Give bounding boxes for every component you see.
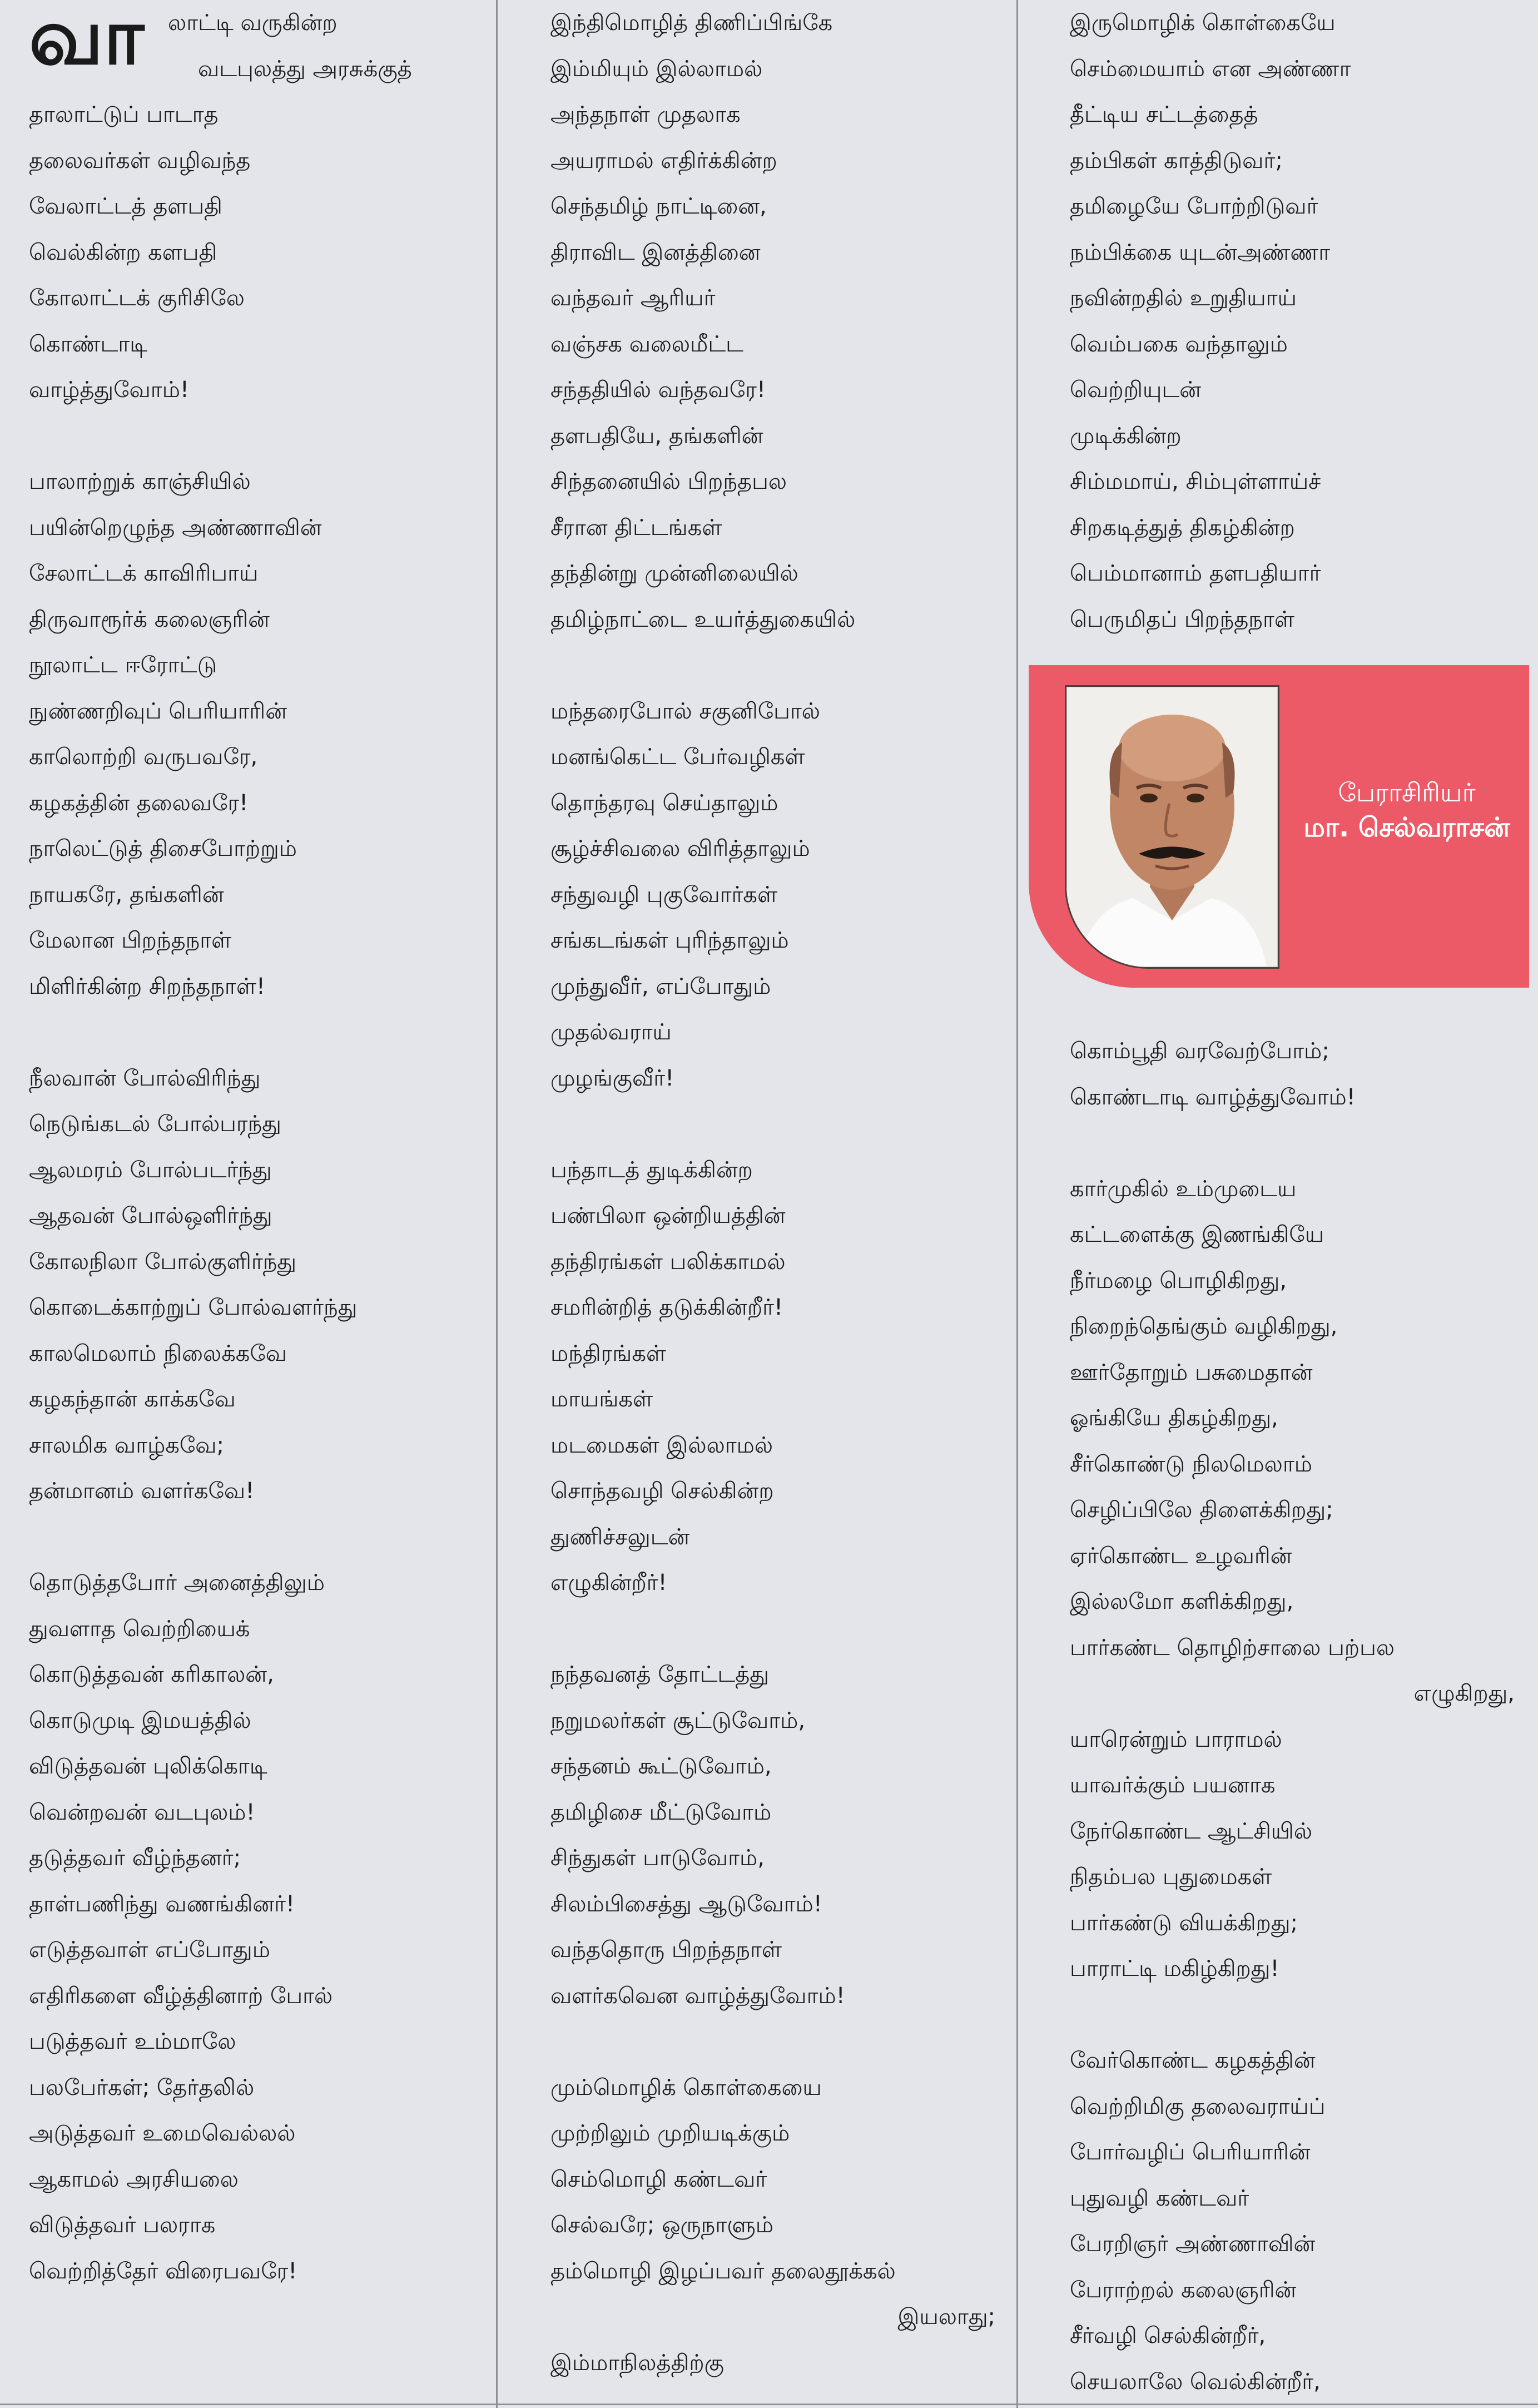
poem-line: நவின்றதில் உறுதியாய் [1070, 285, 1297, 311]
poem-line: நறுமலர்கள் சூட்டுவோம், [550, 1707, 806, 1733]
author-title: பேராசிரியர் [1338, 777, 1476, 807]
poem-line: சிலம்பிசைத்து ஆடுவோம்! [550, 1891, 822, 1917]
poem-lines-2 [550, 0, 995, 2386]
poem-line: நிதம்பல புதுமைகள் [1070, 1864, 1272, 1890]
poem-line: தன்மானம் வளர்கவே! [29, 1478, 255, 1504]
poem-line: அயராமல் எதிர்க்கின்ற [550, 147, 777, 174]
poem-line: மனங்கெட்ட பேர்வழிகள் [550, 744, 805, 770]
poem-line: செழிப்பிலே திளைக்கிறது; [1070, 1497, 1333, 1523]
poem-line: தமிழ்நாட்டை உயர்த்துகையில் [550, 606, 856, 632]
poem-line: சிந்துகள் பாடுவோம், [550, 1845, 765, 1871]
poem-line: யாரென்றும் பாராமல் [1070, 1726, 1282, 1752]
poem-line: சாலமிக வாழ்கவே; [29, 1432, 225, 1458]
poem-line: வந்ததொரு பிறந்தநாள் [550, 1937, 782, 1963]
poem-line: நேர்கொண்ட ஆட்சியில் [1070, 1818, 1313, 1844]
poem-line: சமரின்றித் தடுக்கின்றீர்! [550, 1295, 783, 1320]
poem-line: தம்பிகள் காத்திடுவர்; [1070, 147, 1283, 174]
poem-line: நந்தவனத் தோட்டத்து [550, 1662, 769, 1687]
poem-line: ஏர்கொண்ட உழவரின் [1070, 1543, 1292, 1569]
poem-line: சந்ததியில் வந்தவரே! [550, 377, 766, 403]
poem-line: போர்வழிப் பெரியாரின் [1070, 2139, 1311, 2165]
poem-line: தளபதியே, தங்களின் [550, 423, 763, 449]
poem-line: சீர்வழி செல்கின்றீர், [1070, 2323, 1266, 2348]
column-divider-2 [1016, 0, 1018, 2408]
poem-line: கார்முகில் உம்முடைய [1070, 1176, 1297, 1202]
poem-line: வேர்கொண்ட கழகத்தின் [1070, 2048, 1316, 2073]
poem-line: பந்தாடத் துடிக்கின்ற [550, 1157, 753, 1183]
poem-line: எழுகின்றீர்! [550, 1570, 667, 1596]
poem-line: நூலாட்ட ஈரோட்டு [29, 652, 217, 678]
poem-line: இயலாது; [897, 2304, 995, 2330]
poem-line: இருமொழிக் கொள்கையே [1070, 10, 1336, 36]
column-divider-1 [496, 0, 498, 2408]
poem-line: செயலாலே வெல்கின்றீர், [1070, 2369, 1321, 2395]
poem-line: ஊர்தோறும் பசுமைதான் [1070, 1359, 1313, 1385]
poem-line: காலமெலாம் நிலைக்கவே [29, 1340, 287, 1366]
poem-line: மிளிர்கின்ற சிறந்தநாள்! [29, 973, 265, 999]
poem-line: வெல்கின்ற களபதி [29, 239, 217, 265]
poem-line: அந்தநாள் முதலாக [550, 102, 741, 127]
poem-line: வாழ்த்துவோம்! [29, 377, 189, 403]
poem-line: சேலாட்டக் காவிரிபாய் [29, 561, 259, 586]
poem-line: பெருமிதப் பிறந்தநாள் [1070, 606, 1294, 632]
poem-line: தம்மொழி இழப்பவர் தலைதூக்கல் [550, 2258, 896, 2284]
poem-line: மந்திரங்கள் [550, 1340, 667, 1366]
stanza-break [29, 1514, 490, 1560]
poem-line: பேரறிஞர் அண்ணாவின் [1070, 2231, 1316, 2257]
poem-column-2 [550, 0, 995, 2386]
poem-line: துவளாத வெற்றியைக் [29, 1616, 250, 1642]
poem-line: பார்கண்ட தொழிற்சாலை பற்பல [1070, 1634, 1395, 1661]
stanza-break [29, 1009, 490, 1056]
poem-line: முழங்குவீர்! [550, 1065, 674, 1091]
poem-line: முடிக்கின்ற [1070, 423, 1182, 449]
poem-line: சிந்தனையில் பிறந்தபல [550, 469, 787, 494]
poem-line: திராவிட இனத்தினை [550, 239, 761, 265]
poem-line: தாள்பணிந்து வணங்கினர்! [29, 1891, 295, 1917]
poem-line: பாலாற்றுக் காஞ்சியில் [29, 469, 251, 494]
poem-line: சந்துவழி புகுவோர்கள் [550, 881, 778, 908]
poem-line: வந்தவர் ஆரியர் [550, 285, 716, 311]
poem-line: செம்மையாம் என அண்ணா [1070, 56, 1351, 82]
poem-line: இந்திமொழித் திணிப்பிங்கே [550, 10, 833, 36]
poem-line: ஆதவன் போல்ஒளிர்ந்து [29, 1203, 272, 1228]
poem-line: வென்றவன் வடபுலம்! [29, 1799, 255, 1825]
stanza-break [1070, 1992, 1515, 2038]
poem-line: வேலாட்டத் தளபதி [29, 194, 222, 219]
poem-line: அடுத்தவர் உமைவெல்லல் [29, 2120, 296, 2146]
poem-column-3-top [1070, 0, 1515, 642]
poem-line: வெற்றிமிகு தலைவராய்ப் [1070, 2093, 1326, 2119]
poem-line: தடுத்தவர் வீழ்ந்தனர்; [29, 1845, 241, 1871]
poem-line: திருவாரூர்க் கலைஞரின் [29, 606, 270, 632]
stanza-break [550, 1101, 995, 1147]
poem-line: படுத்தவர் உம்மாலே [29, 2029, 236, 2054]
poem-line: மேலான பிறந்தநாள் [29, 928, 232, 953]
poem-line: கோலாட்டக் குரிசிலே [29, 285, 245, 311]
poem-line: புதுவழி கண்டவர் [1070, 2185, 1249, 2211]
poem-column-3-bottom [1070, 1028, 1515, 2405]
poem-line: சூழ்ச்சிவலை விரித்தாலும் [550, 836, 810, 861]
dropcap-line-1: லாட்டி வருகின்ற [168, 10, 338, 36]
poem-line: மந்தரைபோல் சகுனிபோல் [550, 698, 820, 724]
poem-line: பேராற்றல் கலைஞரின் [1070, 2277, 1297, 2303]
author-photo [1065, 685, 1279, 969]
poem-line: இல்லமோ களிக்கிறது, [1070, 1589, 1294, 1614]
poem-line: தலைவர்கள் வழிவந்த [29, 147, 251, 174]
poem-line: நாயகரே, தங்களின் [29, 881, 224, 908]
author-name: மா. செல்வராசன் [1303, 812, 1510, 843]
poem-line: பார்கண்டு வியக்கிறது; [1070, 1910, 1298, 1936]
poem-line: கொண்டாடி வாழ்த்துவோம்! [1070, 1084, 1356, 1110]
dropcap-block [29, 0, 490, 92]
poem-line: ஆகாமல் அரசியலை [29, 2166, 239, 2192]
poem-line: தமிழிசை மீட்டுவோம் [550, 1799, 772, 1825]
poem-lines-3-top [1070, 0, 1515, 642]
poem-line: கொடுத்தவன் கரிகாலன், [29, 1662, 274, 1687]
poem-line: கொடுமுடி இமயத்தில் [29, 1707, 251, 1733]
poem-line: செல்வரே; ஒருநாளும் [550, 2212, 773, 2238]
poem-line: கழகத்தின் தலைவரே! [29, 790, 249, 816]
poem-line: சிறகடித்துத் திகழ்கின்ற [1070, 514, 1295, 541]
stanza-break [29, 413, 490, 459]
poem-line: பயின்றெழுந்த அண்ணாவின் [29, 514, 322, 541]
author-portrait-image [1066, 687, 1278, 967]
poem-line: பண்பிலா ஒன்றியத்தின் [550, 1203, 786, 1228]
poem-line: முந்துவீர், எப்போதும் [550, 973, 771, 999]
poem-line: தாலாட்டுப் பாடாத [29, 102, 219, 127]
poem-line: நுண்ணறிவுப் பெரியாரின் [29, 698, 287, 724]
poem-line: தொந்தரவு செய்தாலும் [550, 790, 778, 816]
poem-line: சீர்கொண்டு நிலமெலாம் [1070, 1451, 1312, 1477]
poem-line: ஆலமரம் போல்படர்ந்து [29, 1157, 272, 1183]
poem-line: கட்டளைக்கு இணங்கியே [1070, 1222, 1324, 1247]
poem-line: காலொற்றி வருபவரே, [29, 744, 258, 770]
bottom-rule [0, 2404, 1538, 2405]
stanza-break [550, 642, 995, 688]
poem-line: நீர்மழை பொழிகிறது, [1070, 1267, 1287, 1294]
poem-line: எதிரிகளை வீழ்த்தினாற் போல் [29, 1983, 333, 2009]
stanza-break [550, 1606, 995, 1652]
poem-line: துணிச்சலுடன் [550, 1524, 690, 1550]
poem-line: மடமைகள் இல்லாமல் [550, 1432, 773, 1458]
poem-lines-3-bottom [1070, 1028, 1515, 2405]
poem-line: எடுத்தவாள் எப்போதும் [29, 1937, 270, 1963]
poem-column-1 [29, 0, 490, 2294]
poem-line: நிறைந்தெங்கும் வழிகிறது, [1070, 1314, 1338, 1339]
poem-line: மும்மொழிக் கொள்கையை [550, 2074, 822, 2100]
poem-line: விடுத்தவன் புலிக்கொடி [29, 1753, 267, 1779]
poem-line: வெம்பகை வந்தாலும் [1070, 331, 1288, 357]
poem-line: வெற்றியுடன் [1070, 377, 1201, 403]
stanza-break [550, 2019, 995, 2065]
poem-line: நீலவான் போல்விரிந்து [29, 1065, 261, 1091]
poem-line: தீட்டிய சட்டத்தைத் [1070, 102, 1258, 127]
poem-lines-1 [29, 92, 490, 2294]
poem-line: நம்பிக்கை யுடன்அண்ணா [1070, 239, 1331, 265]
poem-line: கொடைக்காற்றுப் போல்வளர்ந்து [29, 1295, 358, 1320]
poem-line: விடுத்தவர் பலராக [29, 2212, 216, 2238]
poem-line: முதல்வராய் [550, 1019, 672, 1045]
stanza-break [1070, 1120, 1515, 1166]
poem-line: கழகந்தான் காக்கவே [29, 1386, 236, 1412]
poem-line: தந்தின்று முன்னிலையில் [550, 561, 798, 586]
poem-line: எழுகிறது, [1413, 1681, 1515, 1706]
poem-line: வளர்கவென வாழ்த்துவோம்! [550, 1983, 845, 2009]
poem-line: இம்மாநிலத்திற்கு [550, 2350, 724, 2376]
poem-line: கொண்டாடி [29, 331, 148, 357]
dropcap-line-2: வடபுலத்து அரசுக்குத் [198, 56, 412, 82]
poem-line: தமிழையே போற்றிடுவர் [1070, 194, 1318, 219]
poem-line: இம்மியும் இல்லாமல் [550, 56, 763, 82]
poem-line: நெடுங்கடல் போல்பரந்து [29, 1111, 281, 1137]
poem-line: பாராட்டி மகிழ்கிறது! [1070, 1956, 1279, 1981]
poem-line: சிம்மமாய், சிம்புள்ளாய்ச் [1070, 469, 1321, 494]
poem-line: யாவர்க்கும் பயனாக [1070, 1772, 1276, 1798]
poem-line: வஞ்சக வலைமீட்ட [550, 331, 744, 357]
poem-line: பலபேர்கள்; தேர்தலில் [29, 2074, 255, 2100]
poem-line: தொடுத்தபோர் அனைத்திலும் [29, 1570, 325, 1596]
poem-line: கொம்பூதி வரவேற்போம்; [1070, 1038, 1329, 1064]
poem-line: ஓங்கியே திகழ்கிறது, [1070, 1405, 1278, 1431]
poem-line: வெற்றித்தேர் விரைபவரே! [29, 2258, 297, 2284]
poem-line: செந்தமிழ் நாட்டினை, [550, 194, 767, 219]
poem-line: முற்றிலும் முறியடிக்கும் [550, 2120, 790, 2146]
poem-line: செம்மொழி கண்டவர் [550, 2166, 767, 2192]
poem-line: சீரான திட்டங்கள் [550, 514, 722, 541]
poem-line: தந்திரங்கள் பலிக்காமல் [550, 1248, 786, 1275]
poem-line: பெம்மானாம் தளபதியார் [1070, 561, 1321, 586]
poem-line: கோலநிலா போல்குளிர்ந்து [29, 1248, 297, 1275]
dropcap-letter: வா [29, 0, 142, 82]
poem-line: மாயங்கள் [550, 1386, 653, 1412]
poem-line: நாலெட்டுத் திசைபோற்றும் [29, 836, 297, 861]
poem-line: சந்தனம் கூட்டுவோம், [550, 1753, 772, 1779]
poem-line: சங்கடங்கள் புரிந்தாலும் [550, 928, 789, 953]
author-box [1029, 665, 1529, 988]
poem-line: சொந்தவழி செல்கின்ற [550, 1478, 774, 1504]
